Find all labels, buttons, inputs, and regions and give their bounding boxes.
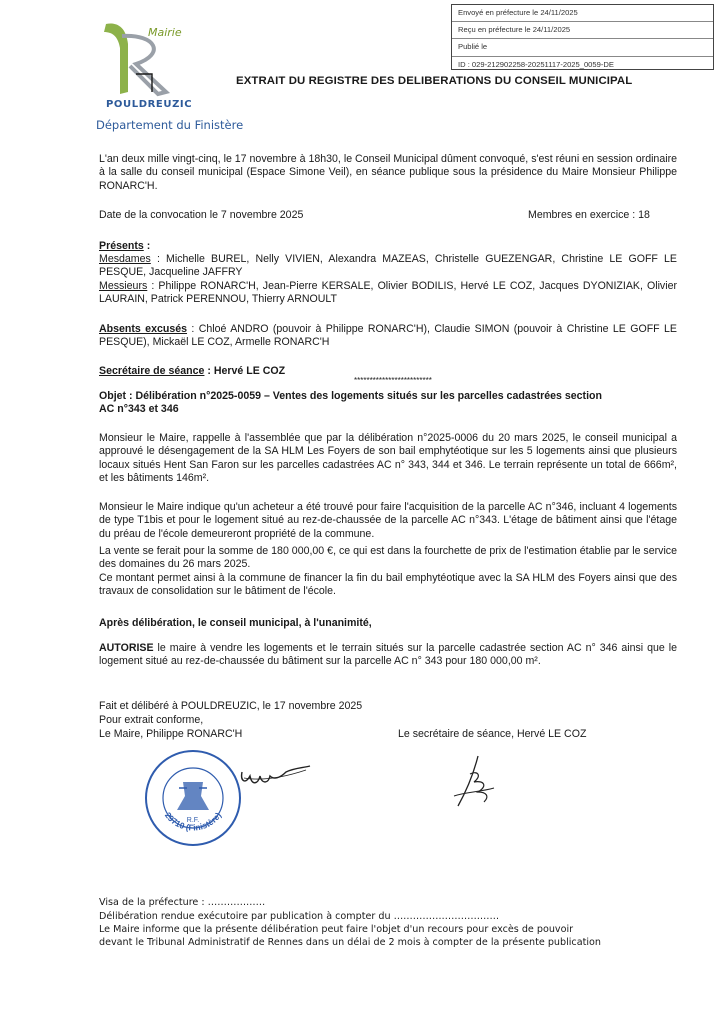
logo-department: Département du Finistère: [96, 118, 244, 132]
autorise-text: le maire à vendre les logements et le terrain situés sur la parcelle cadastrée section AC n° 346 ainsi que le logement situé au rez-de-chaussée du bâtiment sur la parcelle AC n° 343 pour 180 000,00 m².: [99, 642, 677, 668]
stamp-line-publie: Publié le: [452, 39, 713, 56]
stamp-line-recu: Reçu en préfecture le 24/11/2025: [452, 22, 713, 39]
absents-label: Absents excusés: [99, 323, 188, 335]
footer-recours-1: Le Maire informe que la présente délibération peut faire l'objet d'un recours pour excès de pouvoir: [99, 924, 574, 935]
autorise-label: AUTORISE: [99, 642, 154, 654]
presents-messieurs: [99, 280, 677, 307]
footer-recours-2: devant le Tribunal Administratif de Rennes dans un délai de 2 mois à compter de la présente publication: [99, 937, 601, 948]
body-paragraph-1: Monsieur le Maire, rappelle à l'assemblée que par la délibération n°2025-0006 du 20 mars 2025, le conseil municipal a approuvé le désengagement de la SA HLM Les Foyers de son bail emphytéotique sur les 5 logements ainsi que plusieurs locaux situés Hent San Faron sur les parcelles cadastrées AC n° 343, 344 et 346. Le terrain représente un total de 666m², et les bâtiments 146m².: [99, 432, 677, 485]
stamp-line-envoye: Envoyé en préfecture le 24/11/2025: [452, 5, 713, 22]
objet-line: Objet : Délibération n°2025-0059 – Ventes des logements situés sur les parcelles cadastrées section AC n°343 et 346: [99, 390, 602, 416]
secretaire-label: Secrétaire de séance: [99, 365, 205, 377]
seal-top-text: [143, 748, 243, 751]
presents-mesdames: [99, 253, 677, 280]
autorise-paragraph: [99, 642, 677, 669]
body-paragraph-2: Monsieur le Maire indique qu'un acheteur a été trouvé pour faire l'acquisition de la parcelle AC n°346, incluant 4 logements de type T1bis et pour le logement situé au rez-de-chaussée de la parcelle AC n°343. L'étage de bâtiment ainsi que l'étage du préau de l'école demeureront propriété de la commune.: [99, 501, 677, 540]
messieurs-names: : Philippe RONARC'H, Jean-Pierre KERSALE, Olivier BODILIS, Hervé LE COZ, Jacques DYONIZIAK, Olivier LAURAIN, Patrick PERENNOU, Thierry ARNOULT: [99, 280, 677, 306]
seal-icon: [143, 748, 243, 848]
messieurs-label: Messieurs: [99, 280, 148, 292]
presents-heading: [99, 240, 150, 253]
mesdames-label: Mesdames: [99, 253, 151, 265]
mesdames-names: : Michelle BUREL, Nelly VIVIEN, Alexandra MAZEAS, Christelle GUEZENGAR, Christine LE GOFF LE PESQUE, Jacqueline JAFFRY: [99, 253, 677, 279]
mairie-seal-stamp: [143, 748, 243, 848]
secretaire-handwritten-signature: [448, 752, 498, 812]
intro-paragraph: L'an deux mille vingt-cinq, le 17 novembre à 18h30, le Conseil Municipal dûment convoqué, s'est réuni en session ordinaire à la salle du conseil municipal (Espace Simone Veil), en séance publique sous la présidence du Maire Monsieur Philippe RONARC'H.: [99, 153, 677, 192]
signature-secretaire-icon: [448, 752, 498, 812]
logo-town-name: POULDREUZIC: [106, 99, 193, 110]
signature-maire-icon: [236, 758, 316, 798]
maire-handwritten-signature: [236, 758, 316, 798]
seal-rf: R.F.: [186, 817, 200, 824]
secretaire-signature-label: Le secrétaire de séance, Hervé LE COZ: [398, 728, 587, 740]
absents-names: : Chloé ANDRO (pouvoir à Philippe RONARC'H), Claudie SIMON (pouvoir à Christine LE GOFF LE PESQUE), Mickaël LE COZ, Armelle RONARC'H: [99, 323, 678, 349]
stamp-line-id: ID : 029-212902258-20251117-2025_0059-DE: [458, 59, 614, 69]
presents-label: Présents: [99, 240, 144, 252]
seal-bottom-textpath: 29710 (Finistère): [162, 810, 224, 833]
absents-excuses: [99, 323, 677, 350]
prefecture-stamp-box: [451, 4, 714, 70]
maire-signature-label: Le Maire, Philippe RONARC'H: [99, 728, 243, 740]
footer-visa: Visa de la préfecture : ………………: [99, 897, 266, 908]
body-paragraph-4: Ce montant permet ainsi à la commune de financer la fin du bail emphytéotique avec la SA HLM des Foyers ainsi que des travaux de consolidation sur le bâtiment de l'école.: [99, 572, 677, 598]
fait-et-delibere: Fait et délibéré à POULDREUZIC, le 17 novembre 2025: [99, 700, 363, 712]
logo-mairie-word: Mairie: [148, 26, 182, 39]
presents-colon: :: [143, 240, 151, 252]
convocation-date: Date de la convocation le 7 novembre 2025: [99, 209, 304, 221]
separator-stars: *************************: [354, 376, 432, 385]
secretaire-de-seance: [99, 365, 285, 378]
secretaire-name: : Hervé LE COZ: [204, 365, 286, 377]
body-paragraph-3: La vente se ferait pour la somme de 180 000,00 €, ce qui est dans la fourchette de prix de l'estimation établie par le service des domaines du 26 mars 2025.: [99, 545, 677, 571]
apres-deliberation: Après délibération, le conseil municipal, à l'unanimité,: [99, 617, 372, 629]
members-count: Membres en exercice : 18: [528, 209, 650, 221]
document-title: EXTRAIT DU REGISTRE DES DELIBERATIONS DU CONSEIL MUNICIPAL: [236, 75, 633, 87]
pour-extrait-conforme: Pour extrait conforme,: [99, 714, 204, 726]
footer-executoire: Délibération rendue exécutoire par publication à compter du ……………………………: [99, 911, 500, 922]
